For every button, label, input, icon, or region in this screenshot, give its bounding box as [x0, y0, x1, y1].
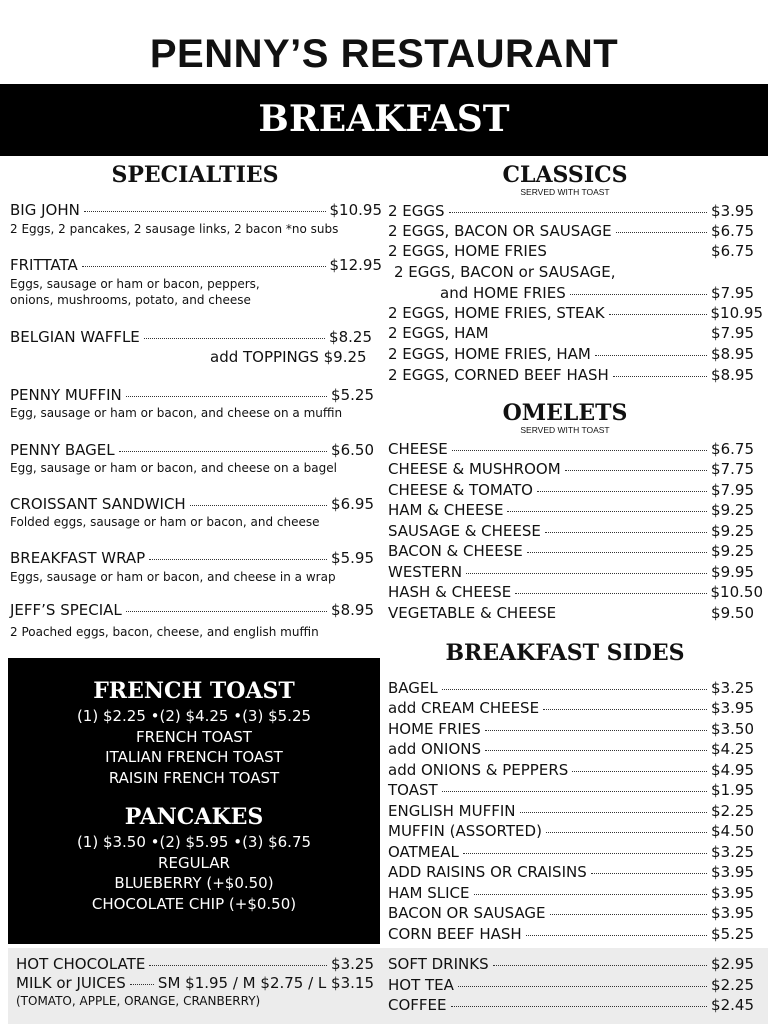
french-toast-pancakes-box — [8, 658, 380, 944]
item-name: BREAKFAST WRAP — [10, 549, 146, 567]
item-name: COFFEE — [388, 996, 447, 1014]
menu-item — [388, 242, 754, 261]
leader-dots — [130, 984, 154, 985]
list-item: ITALIAN FRENCH TOAST — [105, 748, 283, 766]
leader-dots — [537, 491, 707, 492]
menu-item — [388, 720, 754, 739]
item-price: $6.95 — [331, 495, 374, 513]
menu-item — [388, 345, 754, 364]
leader-dots — [119, 451, 327, 452]
leader-dots — [550, 914, 708, 915]
leader-dots — [485, 750, 707, 751]
menu-item — [388, 996, 754, 1015]
menu-item — [10, 201, 382, 220]
leader-dots — [442, 791, 707, 792]
item-price: $9.25 — [711, 542, 754, 560]
leader-dots — [126, 611, 327, 612]
item-name: HOT CHOCOLATE — [16, 955, 146, 973]
leader-dots — [546, 832, 707, 833]
menu-item — [388, 802, 754, 821]
leader-dots — [565, 470, 707, 471]
item-price: $3.95 — [711, 699, 754, 717]
menu-item — [388, 304, 763, 323]
menu-item — [388, 904, 754, 923]
menu-item — [388, 863, 754, 882]
item-price: $1.95 — [711, 781, 754, 799]
leader-dots — [493, 965, 707, 966]
item-price: $4.25 — [711, 740, 754, 758]
item-name: WESTERN — [388, 563, 463, 581]
item-name: 2 EGGS — [388, 202, 445, 220]
item-name: CHEESE & TOMATO — [388, 481, 533, 499]
menu-item — [388, 440, 754, 459]
topping-addon: add TOPPINGS $9.25 — [210, 348, 367, 366]
menu-item — [388, 740, 754, 759]
leader-dots — [452, 450, 707, 451]
leader-dots — [572, 771, 707, 772]
menu-item — [388, 563, 754, 582]
leader-dots — [520, 812, 708, 813]
item-price: $8.95 — [711, 366, 754, 384]
item-name: HOT TEA — [388, 976, 454, 994]
item-price: $6.50 — [331, 441, 374, 459]
list-item: RAISIN FRENCH TOAST — [108, 769, 280, 787]
item-price: $9.50 — [711, 604, 754, 622]
item-name: 2 EGGS, HOME FRIES — [388, 242, 547, 260]
item-name: 2 EGGS, CORNED BEEF HASH — [388, 366, 609, 384]
menu-item — [388, 822, 754, 841]
item-name: 2 EGGS, HAM — [388, 324, 489, 342]
menu-item — [388, 222, 754, 241]
menu-item — [10, 328, 372, 347]
french-toast-heading: FRENCH TOAST — [93, 678, 295, 704]
item-price: $7.95 — [711, 324, 754, 342]
list-item: FRENCH TOAST — [136, 728, 252, 746]
menu-item — [10, 549, 374, 568]
item-description: 2 Poached eggs, bacon, cheese, and english muffin — [10, 625, 319, 639]
menu-item — [10, 256, 382, 275]
leader-dots — [595, 355, 707, 356]
item-description: Folded eggs, sausage or ham or bacon, and cheese — [10, 515, 320, 529]
leader-dots — [570, 294, 707, 295]
item-price: $9.25 — [711, 522, 754, 540]
leader-dots — [507, 511, 707, 512]
menu-item — [388, 679, 754, 698]
item-name: MILK or JUICES — [16, 974, 126, 992]
item-name: and HOME FRIES — [440, 284, 566, 302]
menu-item — [388, 583, 763, 602]
item-name: BIG JOHN — [10, 201, 80, 219]
item-price: $3.25 — [711, 843, 754, 861]
item-price: $2.25 — [711, 976, 754, 994]
leader-dots — [82, 266, 326, 267]
item-name: BELGIAN WAFFLE — [10, 328, 140, 346]
item-price: $2.95 — [711, 955, 754, 973]
item-name: VEGETABLE & CHEESE — [388, 604, 557, 622]
leader-dots — [543, 709, 707, 710]
menu-item — [16, 974, 374, 993]
french-toast-prices: (1) $2.25 •(2) $4.25 •(3) $5.25 — [76, 707, 312, 725]
menu-item — [388, 366, 754, 385]
item-name: ADD RAISINS OR CRAISINS — [388, 863, 587, 881]
item-name: add CREAM CHEESE — [388, 699, 540, 717]
item-price: SM $1.95 / M $2.75 / L $3.15 — [157, 974, 374, 992]
item-name: PENNY BAGEL — [10, 441, 115, 459]
item-price: $5.25 — [711, 925, 754, 943]
menu-item — [10, 495, 374, 514]
item-description: 2 Eggs, 2 pancakes, 2 sausage links, 2 bacon *no subs — [10, 222, 339, 236]
item-description: onions, mushrooms, potato, and cheese — [10, 293, 251, 307]
item-price: $8.95 — [711, 345, 754, 363]
menu-item — [388, 501, 754, 520]
item-price: $7.95 — [711, 284, 754, 302]
item-name: add ONIONS — [388, 740, 482, 758]
leader-dots — [442, 689, 707, 690]
item-price: $5.95 — [331, 549, 374, 567]
menu-item — [388, 604, 754, 623]
item-name: HASH & CHEESE — [388, 583, 512, 601]
omelets-subheading: SERVED WITH TOAST — [520, 425, 610, 435]
list-item: REGULAR — [158, 854, 230, 872]
item-name: PENNY MUFFIN — [10, 386, 122, 404]
item-name: CHEESE & MUSHROOM — [388, 460, 561, 478]
menu-item — [10, 441, 374, 460]
menu-item — [388, 522, 754, 541]
menu-item — [388, 324, 754, 343]
restaurant-title: PENNY’S RESTAURANT — [149, 32, 619, 76]
item-name: HOME FRIES — [388, 720, 481, 738]
item-price: $4.95 — [711, 761, 754, 779]
item-name: HAM & CHEESE — [388, 501, 504, 519]
leader-dots — [463, 853, 707, 854]
item-price: $10.50 — [710, 583, 763, 601]
item-price: $7.75 — [711, 460, 754, 478]
menu-item — [388, 843, 754, 862]
menu-item — [388, 542, 754, 561]
item-name: HAM SLICE — [388, 884, 470, 902]
item-name: BACON OR SAUSAGE — [388, 904, 546, 922]
item-description: Egg, sausage or ham or bacon, and cheese on a bagel — [10, 461, 337, 475]
leader-dots — [451, 1006, 708, 1007]
juice-note: (TOMATO, APPLE, ORANGE, CRANBERRY) — [16, 994, 261, 1008]
item-description: Eggs, sausage or ham or bacon, peppers, — [10, 277, 260, 291]
item-price: $3.95 — [711, 863, 754, 881]
item-name: 2 EGGS, BACON or SAUSAGE, — [394, 263, 616, 281]
leader-dots — [126, 396, 327, 397]
pancakes-prices: (1) $3.50 •(2) $5.95 •(3) $6.75 — [76, 833, 312, 851]
leader-dots — [616, 232, 707, 233]
item-name: 2 EGGS, HOME FRIES, HAM — [388, 345, 591, 363]
specialties-heading: SPECIALTIES — [111, 162, 279, 188]
leader-dots — [190, 505, 327, 506]
menu-item — [10, 601, 374, 620]
item-name: 2 EGGS, BACON OR SAUSAGE — [388, 222, 612, 240]
item-name: BACON & CHEESE — [388, 542, 523, 560]
item-price: $3.95 — [711, 202, 754, 220]
item-name: OATMEAL — [388, 843, 459, 861]
item-name: JEFF’S SPECIAL — [10, 601, 122, 619]
sides-heading: BREAKFAST SIDES — [445, 640, 685, 666]
classics-subheading: SERVED WITH TOAST — [520, 187, 610, 197]
item-price: $10.95 — [710, 304, 763, 322]
item-price: $4.50 — [711, 822, 754, 840]
menu-item — [388, 761, 754, 780]
list-item: BLUEBERRY (+$0.50) — [114, 874, 274, 892]
menu-item — [388, 699, 754, 718]
item-price: $12.95 — [329, 256, 382, 274]
menu-item — [388, 481, 754, 500]
classics-heading: CLASSICS — [502, 162, 628, 188]
menu-item — [388, 884, 754, 903]
menu-item — [388, 781, 754, 800]
menu-item — [16, 955, 374, 974]
menu-item — [388, 925, 754, 944]
item-price: $2.25 — [711, 802, 754, 820]
item-price: $5.25 — [331, 386, 374, 404]
item-name: ENGLISH MUFFIN — [388, 802, 516, 820]
item-price: $6.75 — [711, 440, 754, 458]
item-price: $3.95 — [711, 904, 754, 922]
item-name: CORN BEEF HASH — [388, 925, 522, 943]
leader-dots — [526, 935, 707, 936]
item-price: $2.45 — [711, 996, 754, 1014]
item-name: CHEESE — [388, 440, 448, 458]
item-name: TOAST — [388, 781, 438, 799]
leader-dots — [613, 376, 707, 377]
leader-dots — [527, 552, 707, 553]
banner-label: BREAKFAST — [258, 98, 510, 140]
item-name: 2 EGGS, HOME FRIES, STEAK — [388, 304, 605, 322]
item-price: $10.95 — [329, 201, 382, 219]
leader-dots — [515, 593, 706, 594]
item-price: $7.95 — [711, 481, 754, 499]
menu-item — [388, 976, 754, 995]
item-description: Eggs, sausage or ham or bacon, and cheese in a wrap — [10, 570, 336, 584]
menu-item — [388, 955, 754, 974]
leader-dots — [149, 965, 327, 966]
leader-dots — [449, 212, 707, 213]
leader-dots — [458, 986, 707, 987]
item-price: $9.25 — [711, 501, 754, 519]
menu-item — [388, 460, 754, 479]
item-name: BAGEL — [388, 679, 438, 697]
item-price: $3.50 — [711, 720, 754, 738]
item-price: $3.25 — [711, 679, 754, 697]
omelets-heading: OMELETS — [502, 400, 628, 426]
item-name: FRITTATA — [10, 256, 78, 274]
item-name: MUFFIN (ASSORTED) — [388, 822, 542, 840]
item-price: $6.75 — [711, 242, 754, 260]
breakfast-banner — [0, 84, 768, 156]
item-price: $6.75 — [711, 222, 754, 240]
leader-dots — [84, 211, 326, 212]
item-name: add ONIONS & PEPPERS — [388, 761, 569, 779]
item-description: Egg, sausage or ham or bacon, and cheese on a muffin — [10, 406, 343, 420]
item-price: $9.95 — [711, 563, 754, 581]
pancakes-heading: PANCAKES — [124, 804, 264, 830]
item-price: $8.25 — [329, 328, 372, 346]
leader-dots — [591, 873, 707, 874]
item-name: SAUSAGE & CHEESE — [388, 522, 541, 540]
leader-dots — [609, 314, 707, 315]
item-price: $3.25 — [331, 955, 374, 973]
list-item: CHOCOLATE CHIP (+$0.50) — [91, 895, 297, 913]
leader-dots — [545, 532, 707, 533]
leader-dots — [466, 573, 707, 574]
menu-item — [10, 386, 374, 405]
leader-dots — [149, 559, 327, 560]
leader-dots — [474, 894, 708, 895]
item-name: CROISSANT SANDWICH — [10, 495, 186, 513]
menu-item — [440, 284, 754, 303]
item-name: SOFT DRINKS — [388, 955, 489, 973]
leader-dots — [485, 730, 707, 731]
item-price: $8.95 — [331, 601, 374, 619]
menu-item — [388, 202, 754, 221]
item-price: $3.95 — [711, 884, 754, 902]
leader-dots — [144, 338, 325, 339]
